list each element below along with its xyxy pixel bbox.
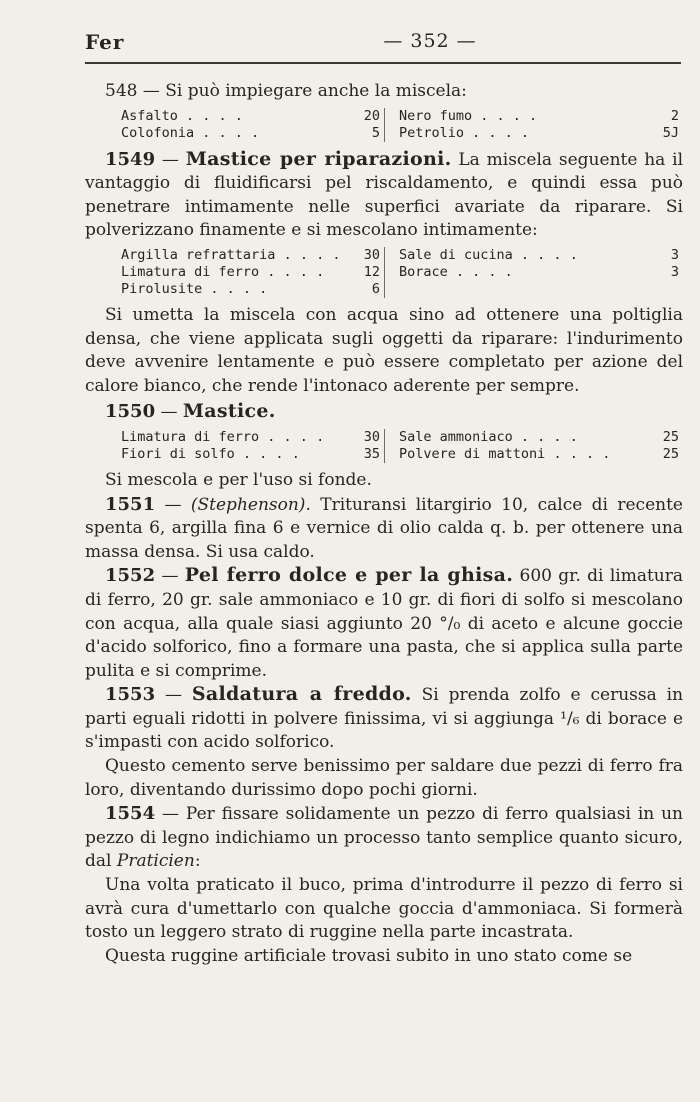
ingredient-name: Nero fumo — [399, 107, 473, 124]
entry-title: Pel ferro dolce e per la ghisa. — [184, 564, 514, 587]
leader-dots: . . . . — [194, 124, 260, 141]
entry-1554: 1554 — Per fissare solidamente un pezzo di ferro qualsiasi in un pezzo di legno indichiamo un processo tanto semplice quanto sicuro, dal Praticien: — [85, 803, 683, 872]
leader-dots: . . . . — [259, 428, 325, 445]
entry-number: 1553 — [105, 684, 156, 706]
ingredient-amount: 25 — [662, 428, 679, 445]
recipe-column-right — [384, 247, 683, 298]
recipe-column-left — [85, 429, 384, 463]
leader-dots: . . . . — [464, 124, 530, 141]
entry-1553-p2: Questo cemento serve benissimo per saldare due pezzi di ferro fra loro, diventando durissimo dopo pochi giorni. — [85, 756, 683, 800]
recipe-column-left — [85, 247, 384, 298]
entry-text: La miscela seguente ha il vantaggio di fluidificarsi pel riscaldamento, e quindi essa può penetrare intimamente nelle superfici avariate da riparare. Si polverizzano finamente e si mescolano intimamente: — [85, 149, 684, 241]
recipe-column-right — [384, 108, 683, 142]
entry-1550-after: Si mescola e per l'uso si fonde. — [105, 469, 372, 490]
entry-text: Trituransi litargirio 10, calce di recente spenta 6, argilla fina 6 e vernice di olio calda q. b. per ottenere una massa densa. Si usa caldo. — [85, 494, 683, 562]
entry-1554-p2: Una volta praticato il buco, prima d'introdurre il pezzo di ferro si avrà cura d'umettarlo con qualche goccia d'ammoniaca. Si formerà tosto un leggero strato di ruggine nella parte incastrata. — [85, 875, 683, 943]
entry-text: di aceto e alcune goccie d'acido solforico, fino a formare una pasta, che si applica sulla parte pulita e si comprime. — [85, 613, 684, 681]
ingredient-row — [121, 247, 384, 264]
ingredient-amount: 12 — [363, 263, 380, 280]
leader-dots: . . . . — [234, 445, 300, 462]
entry-1550: 1550 — Mastice. — [105, 400, 276, 423]
ingredient-amount: 35 — [363, 445, 380, 462]
ingredient-row — [121, 429, 384, 446]
leader-dots: . . . . — [202, 280, 268, 297]
entry-1551: 1551 — (Stephenson). Trituransi litargirio 10, calce di recente spenta 6, argilla fina 6 e vernice di olio calda q. b. per ottenere una massa densa. Si usa caldo. — [85, 493, 683, 562]
ingredient-row — [121, 446, 384, 463]
ingredient-amount: 6 — [371, 280, 380, 297]
entry-number: 1554 — [105, 803, 156, 825]
fraction: ¹/₆ — [560, 708, 580, 729]
ingredient-name: Argilla refrattaria — [121, 246, 276, 263]
ingredient-amount: 30 — [363, 428, 380, 445]
entry-text: 600 gr. di limatura di ferro, 20 gr. sale ammoniaco e 10 gr. di fiori di solfo si mescolano con acqua, alla quale siasi aggiunto 20 — [85, 566, 683, 634]
ingredient-amount: 25 — [662, 445, 679, 462]
entry-1549: 1549 — Mastice per riparazioni. La miscela seguente ha il vantaggio di fluidificarsi pel riscaldamento, e quindi essa può penetrare intimamente nelle superfici avariate da riparare. Si polverizzano finamente e si mescolano intimamente: — [85, 147, 684, 241]
ingredient-name: Colofonia — [121, 124, 195, 141]
leader-dots: . . . . — [512, 246, 578, 263]
entry-1552: 1552 — Pel ferro dolce e per la ghisa. 600 gr. di limatura di ferro, 20 gr. sale ammoniaco e 10 gr. di fiori di solfo si mescolano con acqua, alla quale siasi aggiunto 20 °/₀ di aceto e alcune goccie d'acido solforico, fino a formare una pasta, che si applica sulla parte pulita e si comprime. — [85, 564, 684, 681]
leader-dots: . . . . — [545, 445, 611, 462]
leader-dots: . . . . — [472, 107, 538, 124]
ingredient-row — [399, 108, 683, 125]
entry-title: Mastice per riparazioni. — [185, 147, 452, 170]
entry-1553: 1553 — Saldatura a freddo. Si prenda zolfo e cerussa in parti eguali ridotti in polvere finissima, vi si aggiunga ¹/₆ di borace e s'impasti con acido solforico. — [85, 683, 684, 753]
entry-number: 1551 — [105, 493, 156, 515]
page-number: — 352 — — [383, 30, 477, 52]
entry-text: Per fissare solidamente un pezzo di ferro qualsiasi in un pezzo di legno indichiamo un processo tanto semplice quanto sicuro, dal — [85, 804, 683, 872]
source-name: Praticien — [116, 851, 195, 872]
header-rule — [85, 62, 681, 64]
ingredient-row — [121, 125, 384, 142]
leader-dots: . . . . — [512, 428, 578, 445]
ingredient-name: Fiori di solfo — [121, 445, 235, 462]
leader-dots: . . . . — [447, 263, 513, 280]
entry-number: 1552 — [105, 565, 156, 587]
ingredient-row — [399, 264, 683, 281]
recipe-table-548 — [85, 108, 683, 142]
ingredient-name: Sale ammoniaco — [399, 428, 513, 445]
leader-dots: . . . . — [259, 263, 325, 280]
recipe-column-left — [85, 108, 384, 142]
entry-text: di borace e s'impasti con acido solforico. — [85, 708, 683, 753]
entry-number: 1549 — [105, 148, 156, 170]
ingredient-name: Polvere di mattoni — [399, 445, 546, 462]
ingredient-name: Sale di cucina — [399, 246, 513, 263]
ingredient-amount: 5 — [371, 124, 380, 141]
ingredient-row — [121, 108, 384, 125]
ingredient-amount: 30 — [363, 246, 380, 263]
colon: : — [194, 851, 201, 872]
entry-author: (Stephenson). — [190, 494, 311, 515]
ingredient-row — [399, 446, 683, 463]
ingredient-amount: 3 — [670, 246, 679, 263]
entry-1554-p3: Questa ruggine artificiale trovasi subito in uno stato come se — [105, 945, 633, 966]
recipe-table-1549 — [85, 247, 683, 298]
page-body — [85, 80, 683, 968]
ingredient-name: Petrolio — [399, 124, 465, 141]
recipe-table-1550 — [85, 429, 683, 463]
ingredient-name: Asfalto — [121, 107, 178, 124]
ingredient-name: Limatura di ferro — [121, 428, 260, 445]
leader-dots: . . . . — [275, 246, 341, 263]
ingredient-name: Borace — [399, 263, 448, 280]
entry-1549-after: Si umetta la miscela con acqua sino ad ottenere una poltiglia densa, che viene applicata sugli oggetti da riparare: l'indurimento deve avvenire lentamente e può essere completato per azione del calore bianco, che rende l'intonaco aderente per sempre. — [85, 304, 683, 396]
ingredient-amount: 2 — [670, 107, 679, 124]
ingredient-row — [121, 264, 384, 281]
ingredient-name: Limatura di ferro — [121, 263, 260, 280]
entry-number: 1550 — [105, 401, 156, 423]
entry-text: Si prenda zolfo e cerussa in parti eguali ridotti in polvere finissima, vi si aggiunga — [85, 685, 684, 729]
leader-dots: . . . . — [177, 107, 243, 124]
ingredient-row — [399, 125, 683, 142]
entry-title: Mastice. — [182, 400, 276, 423]
ingredient-amount: 5J — [662, 124, 679, 141]
running-word: Fer — [85, 30, 125, 54]
ingredient-name: Pirolusite — [121, 280, 203, 297]
running-header — [85, 30, 680, 56]
entry-title: Saldatura a freddo. — [191, 683, 412, 706]
ingredient-row — [399, 247, 683, 264]
ingredient-row — [399, 429, 683, 446]
recipe-column-right — [384, 429, 683, 463]
entry-548-intro: 548 — Si può impiegare anche la miscela: — [105, 81, 467, 101]
ingredient-row — [121, 281, 384, 298]
ingredient-amount: 20 — [363, 107, 380, 124]
ingredient-amount: 3 — [670, 263, 679, 280]
percent-sign: °/₀ — [439, 613, 461, 634]
